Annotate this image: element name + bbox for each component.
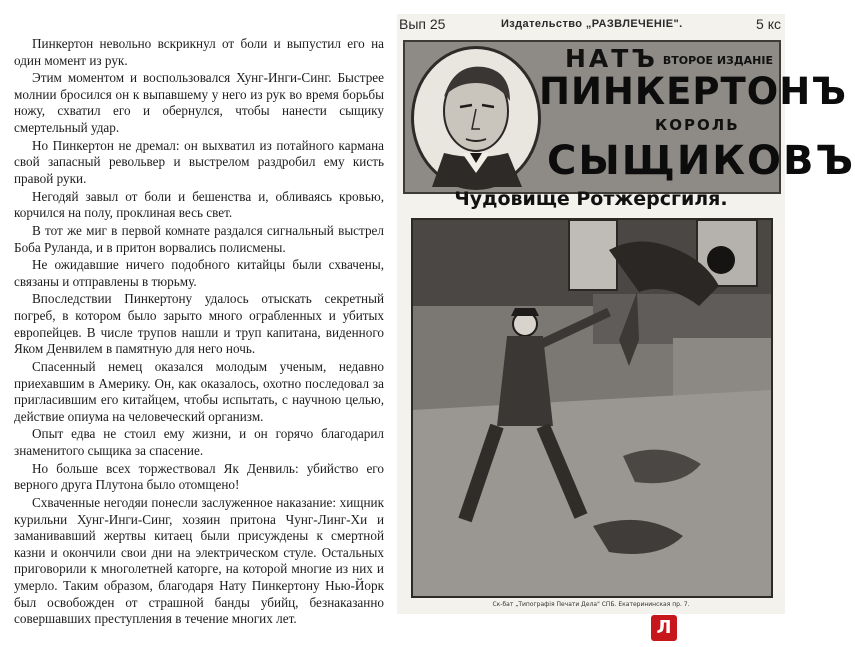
cover-detectives-label: СЫЩИКОВЪ <box>547 138 855 184</box>
story-title: Чудовище Ротжерсгиля. <box>454 188 728 210</box>
paragraph: Пинкертон невольно вскрикнул от боли и выпустил его на один момент из рук. <box>14 36 384 68</box>
cover-king-label: КОРОЛЬ <box>655 116 740 134</box>
issue-number: Вып 25 <box>399 16 446 32</box>
cover-first-name: НАТЪ <box>565 44 658 73</box>
title-banner <box>403 40 855 194</box>
cover-surname: ПИНКЕРТОНЪ <box>539 70 847 113</box>
paragraph: Впоследствии Пинкертону удалось отыскать секретный погреб, в котором было зарыто много ограбленных и убитых европейцев. В числе трупов нашли и труп капитана, виденного Яком Денвилем в памятную для него ночь. <box>14 291 384 357</box>
portrait-oval <box>411 46 541 190</box>
left-text-page <box>14 36 384 629</box>
paragraph: В тот же миг в первой комнате раздался сигнальный выстрел Боба Руланда, и в притон ворвались полисмены. <box>14 222 384 255</box>
detective-portrait-illustration <box>414 49 538 187</box>
paragraph: Схваченные негодяи понесли заслуженное наказание: хищник курильни Хунг-Инги-Синг, хозяин притона Чунг-Линг-Хи и заманивавший жертвы китаец были присуждены к смертной казни и окончили свои дни на электрическом стуле. Остальных приговорили к многолетней каторге, на которой многие из них и умерло. Таким образом, благодаря Нату Пинкертону Нью-Йорк был освобожден от страшной банды убийц, безнаказанно совершавших преступления в течение многих лет. <box>14 494 384 627</box>
logo-letter: Л <box>656 617 672 638</box>
paragraph: Опыт едва не стоил ему жизни, и он горячо благодарил знаменитого сыщика за спасение. <box>14 426 384 458</box>
paragraph: Спасенный немец оказался молодым ученым, недавно приехавшим в Америку. Он, как оказалось, охотно последовал за пригласившим его китайцем, чтобы испытать, с научною целью, действие опиума на человеческий организм. <box>14 358 384 424</box>
magazine-cover <box>397 14 855 614</box>
paragraph: Не ожидавшие ничего подобного китайцы были схвачены, связаны и отправлены в тюрьму. <box>14 257 384 289</box>
printer-imprint: Ск-бат „Типографiя Печати Дела" СПБ. Екатерининская пр. 7. <box>492 601 690 608</box>
paragraph: Но больше всех торжествовал Як Денвиль: убийство его верного друга Плутона было отомщено! <box>14 460 384 493</box>
edition-label: ВТОРОЕ ИЗДАНIЕ <box>662 54 773 67</box>
cover-header-line <box>397 14 785 38</box>
paragraph: Но Пинкертон не дремал: он выхватил из потайного кармана свой запасный револьвер и выстрелом раздробил ему кисть правой руки. <box>14 137 384 186</box>
paragraph: Этим моментом и воспользовался Хунг-Инги-Синг. Быстрее молнии бросился он к выпавшему у него из рук во время борьбы ножу, схватил его и обернулся, чтобы нанести сыщику смертельный удар. <box>14 70 384 136</box>
paragraph: Негодяй завыл от боли и бешенства и, обливаясь кровью, корчился на полу, проклиная весь свет. <box>14 188 384 221</box>
publisher-logo <box>651 615 677 641</box>
publisher-name: Издательство „РАЗВЛЕЧЕНIЕ". <box>501 18 683 30</box>
crime-scene-illustration <box>413 220 771 596</box>
price: 5 кс <box>756 16 781 32</box>
cover-illustration <box>411 218 773 598</box>
